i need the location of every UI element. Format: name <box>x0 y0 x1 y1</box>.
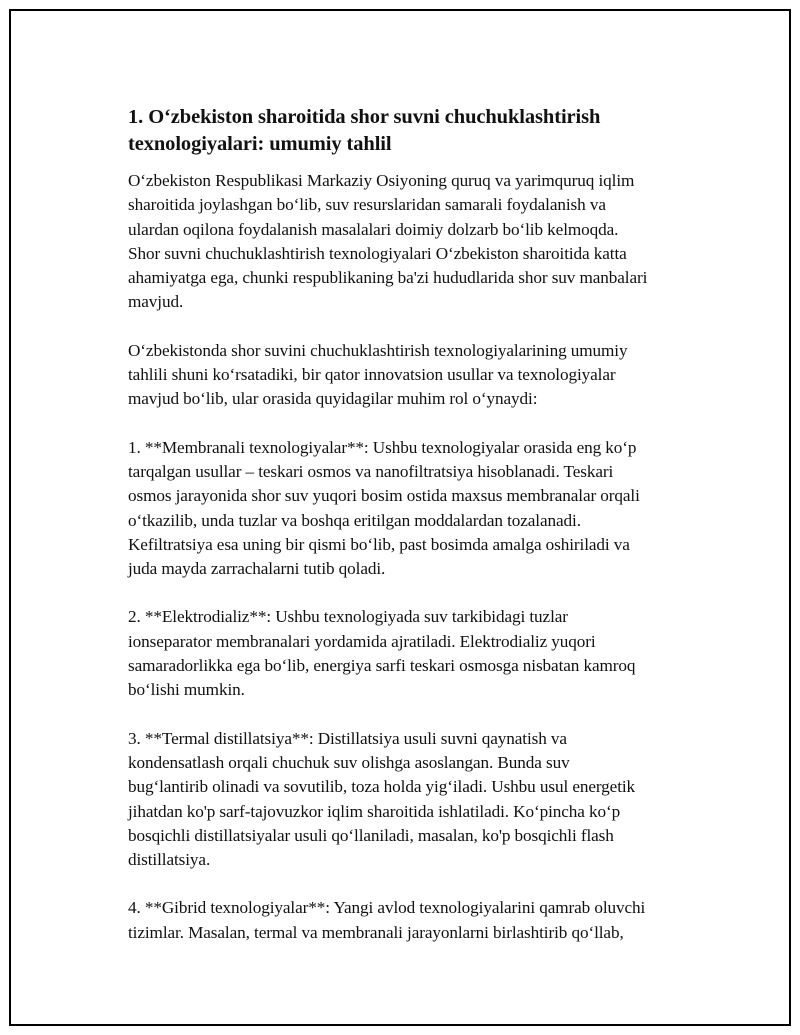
text-line: sharoitida joylashgan bo‘lib, suv resurslaridan samarali foydalanish va <box>128 195 606 215</box>
text-line: bo‘lishi mumkin. <box>128 680 245 700</box>
text-line: tarqalgan usullar – teskari osmos va nanofiltratsiya hisoblanadi. Teskari <box>128 461 614 481</box>
electrodialysis-item <box>128 605 708 702</box>
text-line: 2. **Elektrodializ**: Ushbu texnologiyada suv tarkibidagi tuzlar <box>128 607 568 627</box>
page-frame <box>9 9 791 1026</box>
text-line: 1. **Membranali texnologiyalar**: Ushbu texnologiyalar orasida eng ko‘p <box>128 437 637 457</box>
analysis-paragraph <box>128 339 708 412</box>
text-line: Kefiltratsiya esa uning bir qismi bo‘lib, past bosimda amalga oshiriladi va <box>128 534 630 554</box>
text-line: mavjud bo‘lib, ular orasida quyidagilar muhim rol o‘ynaydi: <box>128 389 538 409</box>
text-line: kondensatlash orqali chuchuk suv olishga asoslangan. Bunda suv <box>128 752 570 772</box>
heading-line: 1. O‘zbekiston sharoitida shor suvni chuchuklashtirish <box>128 106 601 128</box>
text-line: distillatsiya. <box>128 850 211 870</box>
text-line: jihatdan ko'p sarf-tajovuzkor iqlim sharoitida ishlatiladi. Ko‘pincha ko‘p <box>128 801 621 821</box>
text-line: O‘zbekiston Respublikasi Markaziy Osiyoning quruq va yarimquruq iqlim <box>128 171 635 190</box>
membrane-technology-item <box>128 436 708 582</box>
text-line: Shor suvni chuchuklashtirish texnologiyalari O‘zbekiston sharoitida katta <box>128 243 627 263</box>
hybrid-technology-item <box>128 896 708 945</box>
text-line: juda mayda zarrachalarni tutib qoladi. <box>128 559 386 579</box>
text-line: osmos jarayonida shor suv yuqori bosim ostida maxsus membranalar orqali <box>128 486 640 506</box>
text-line: o‘tkazilib, unda tuzlar va boshqa eritilgan moddalardan tozalanadi. <box>128 510 581 530</box>
text-line: bosqichli distillatsiyalar usuli qo‘llaniladi, masalan, ko'p bosqichli flash <box>128 825 614 845</box>
text-line: 4. **Gibrid texnologiyalar**: Yangi avlod texnologiyalarini qamrab oluvchi <box>128 898 646 918</box>
text-line: ionseparator membranalari yordamida ajratiladi. Elektrodializ yuqori <box>128 631 596 651</box>
text-line: tizimlar. Masalan, termal va membranali jarayonlarni birlashtirib qo‘llab, <box>128 922 624 942</box>
text-line: samaradorlikka ega bo‘lib, energiya sarfi teskari osmosga nisbatan kamroq <box>128 656 636 676</box>
text-line: 3. **Termal distillatsiya**: Distillatsiya usuli suvni qaynatish va <box>128 728 567 748</box>
document-body <box>128 104 708 945</box>
text-line: mavjud. <box>128 292 184 312</box>
text-line: bug‘lantirib olinadi va sovutilib, toza holda yig‘iladi. Ushbu usul energetik <box>128 777 636 797</box>
text-line: ahamiyatga ega, chunki respublikaning ba'zi hududlarida shor suv manbalari <box>128 268 648 288</box>
intro-paragraph <box>128 169 708 315</box>
heading-line: texnologiyalari: umumiy tahlil <box>128 133 392 155</box>
text-line: ulardan oqilona foydalanish masalalari doimiy dolzarb bo‘lib kelmoqda. <box>128 219 619 239</box>
text-line: tahlili shuni ko‘rsatadiki, bir qator innovatsion usullar va texnologiyalar <box>128 365 616 385</box>
thermal-distillation-item <box>128 727 708 873</box>
section-heading <box>128 104 708 158</box>
text-line: O‘zbekistonda shor suvini chuchuklashtirish texnologiyalarining umumiy <box>128 340 628 360</box>
